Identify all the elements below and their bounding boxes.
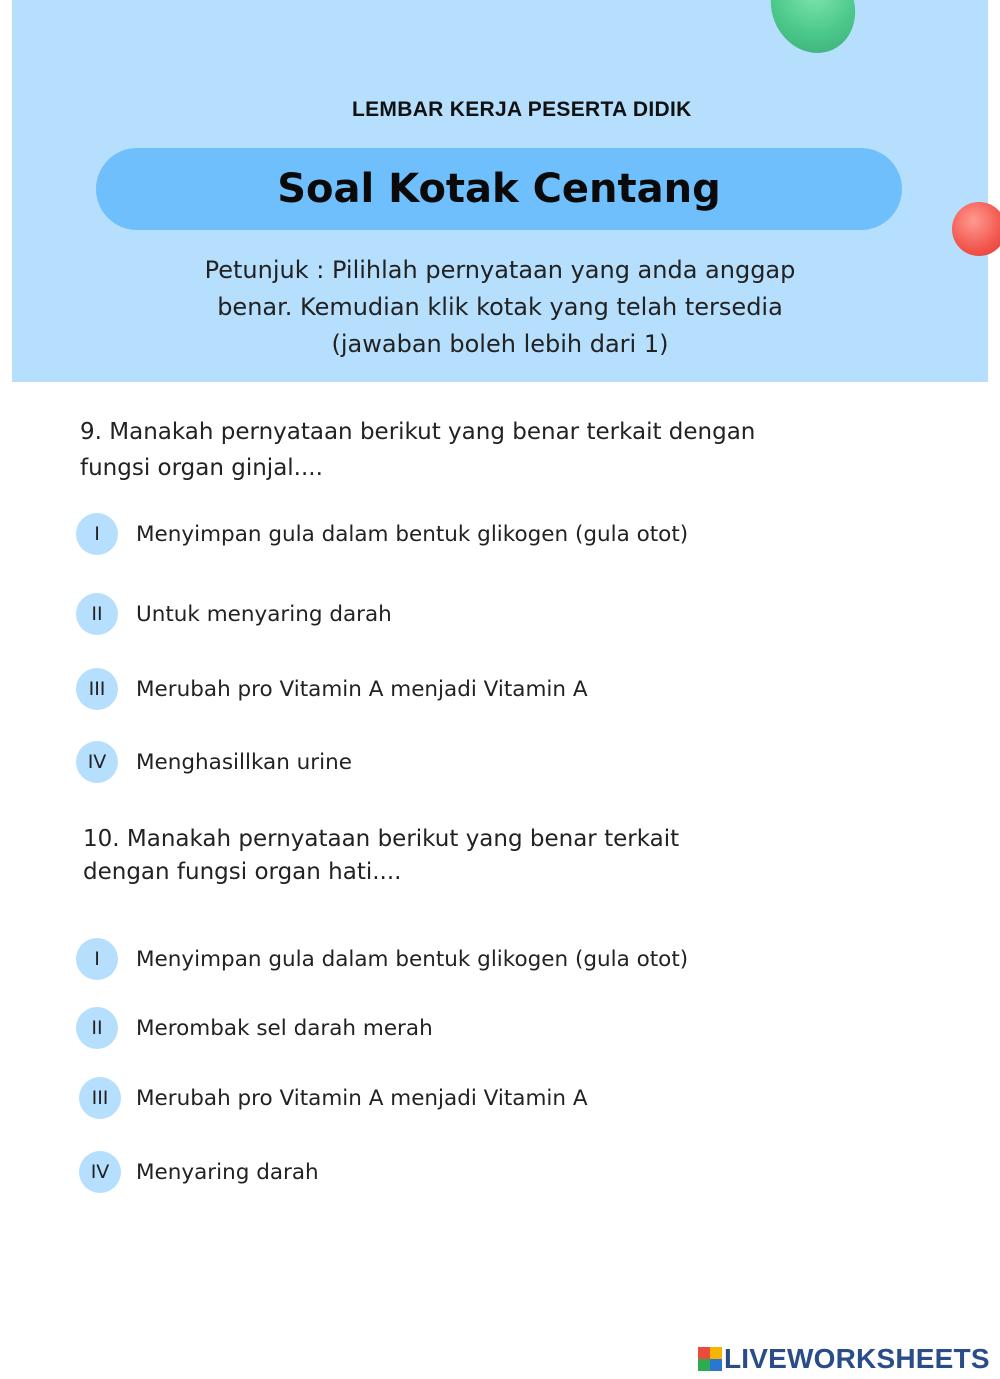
logo-square-icon xyxy=(698,1347,710,1359)
question-line: 10. Manakah pernyataan berikut yang benar terkait xyxy=(83,826,680,852)
question-line: 9. Manakah pernyataan berikut yang benar terkait dengan xyxy=(80,419,756,445)
instructions xyxy=(100,252,900,363)
option-checkbox[interactable]: II xyxy=(76,1007,118,1049)
option-label: Menghasillkan urine xyxy=(136,749,352,775)
question-line: fungsi organ ginjal.... xyxy=(80,455,323,481)
page-title: Soal Kotak Centang xyxy=(277,166,721,212)
logo-text: LIVEWORKSHEETS xyxy=(724,1343,990,1374)
logo-square-icon xyxy=(710,1359,722,1371)
option-label: Merubah pro Vitamin A menjadi Vitamin A xyxy=(136,676,588,702)
red-sphere-decoration xyxy=(952,202,1000,256)
option-checkbox[interactable]: II xyxy=(76,593,118,635)
option-checkbox[interactable]: IV xyxy=(79,1151,121,1193)
logo-square-icon xyxy=(698,1359,710,1371)
option-label: Merombak sel darah merah xyxy=(136,1015,433,1041)
option-checkbox[interactable]: IV xyxy=(76,741,118,783)
question-line: dengan fungsi organ hati.... xyxy=(83,859,402,885)
worksheet-kicker: LEMBAR KERJA PESERTA DIDIK xyxy=(352,98,692,121)
q9-option-1[interactable] xyxy=(76,513,688,555)
instructions-line: (jawaban boleh lebih dari 1) xyxy=(331,330,669,358)
logo-square-icon xyxy=(710,1347,722,1359)
q9-option-3[interactable] xyxy=(76,668,588,710)
option-label: Untuk menyaring darah xyxy=(136,601,392,627)
q10-option-1[interactable] xyxy=(76,938,688,980)
option-checkbox[interactable]: III xyxy=(76,668,118,710)
q9-option-2[interactable] xyxy=(76,593,392,635)
question-10 xyxy=(83,823,763,889)
question-9 xyxy=(80,414,880,486)
option-label: Menyaring darah xyxy=(136,1159,319,1185)
logo-mark-icon xyxy=(698,1347,722,1371)
option-label: Menyimpan gula dalam bentuk glikogen (gula otot) xyxy=(136,521,689,547)
q10-option-4[interactable] xyxy=(79,1151,319,1193)
instructions-line: Petunjuk : Pilihlah pernyataan yang anda anggap xyxy=(204,256,796,284)
instructions-line: benar. Kemudian klik kotak yang telah tersedia xyxy=(217,293,783,321)
option-checkbox[interactable]: III xyxy=(79,1077,121,1119)
option-checkbox[interactable]: I xyxy=(76,513,118,555)
title-pill xyxy=(96,148,902,230)
option-checkbox[interactable]: I xyxy=(76,938,118,980)
q9-option-4[interactable] xyxy=(76,741,352,783)
q10-option-2[interactable] xyxy=(76,1007,433,1049)
q10-option-3[interactable] xyxy=(79,1077,588,1119)
option-label: Menyimpan gula dalam bentuk glikogen (gula otot) xyxy=(136,946,689,972)
option-label: Merubah pro Vitamin A menjadi Vitamin A xyxy=(136,1085,588,1111)
liveworksheets-logo[interactable] xyxy=(698,1344,990,1374)
